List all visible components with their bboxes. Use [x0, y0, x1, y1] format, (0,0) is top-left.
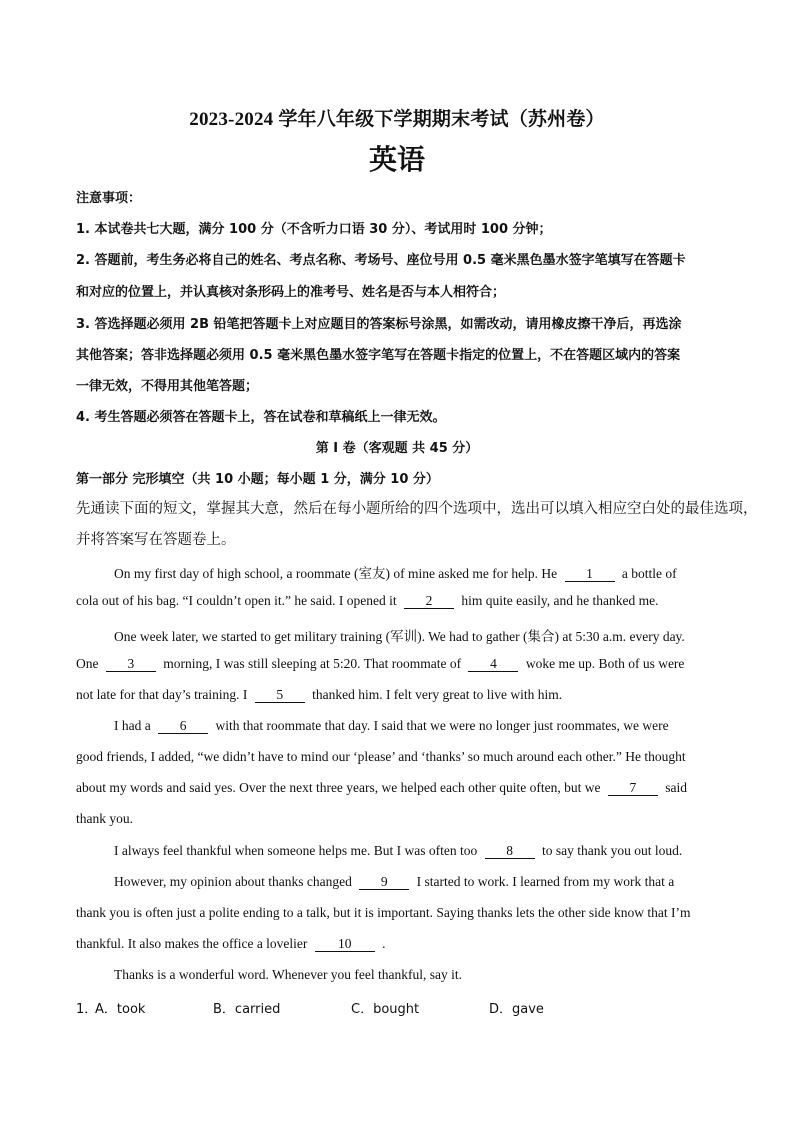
notes-line: 和对应的位置上，并认真核对条形码上的准考号、姓名是否与本人相符合； [76, 285, 506, 300]
blank-9: 9 [359, 875, 409, 890]
option-c[interactable]: C．bought [351, 1002, 420, 1017]
option-a[interactable]: A．took [95, 1002, 146, 1017]
blank-4: 4 [468, 657, 518, 672]
passage-line: However, my opinion about thanks changed 9 I started to work. I learned from my work that a [114, 874, 675, 889]
subject-title: 英语 [368, 143, 425, 176]
notes-line: 4. 考生答题必须答在答题卡上，答在试卷和草稿纸上一律无效。 [76, 410, 446, 425]
notes-line: 一律无效，不得用其他笔答题； [76, 379, 259, 394]
option-d[interactable]: D．gave [489, 1002, 544, 1017]
passage-line: not late for that day’s training. I 5 thanked him. I felt very great to live with him. [76, 687, 563, 702]
passage-line: thank you is often just a polite ending to a talk, but it is important. Saying thanks lets the other side know that I’m [76, 905, 691, 920]
passage-line: thankful. It also makes the office a lovelier 10 . [76, 936, 386, 951]
blank-7: 7 [608, 781, 658, 796]
option-b[interactable]: B．carried [213, 1002, 281, 1017]
blank-2: 2 [404, 594, 454, 609]
exam-title: 2023-2024 学年八年级下学期期末考试（苏州卷） [189, 109, 605, 130]
notes-heading: 注意事项： [76, 191, 142, 206]
volume-title: 第 I 卷（客观题 共 45 分） [315, 441, 479, 456]
blank-1: 1 [565, 567, 615, 582]
notes-line: 其他答案；答非选择题必须用 0.5 毫米黑色墨水签字笔写在答题卡指定的位置上，不在答题区域内的答案 [76, 348, 681, 363]
passage-line: One 3 morning, I was still sleeping at 5:20. That roommate of 4 woke me up. Both of us were [76, 656, 685, 671]
passage-line: good friends, I added, “we didn’t have to mind our ‘please’ and ‘thanks’ so much around each other.” He thought [76, 749, 686, 764]
notes-line: 2. 答题前，考生务必将自己的姓名、考点名称、考场号、座位号用 0.5 毫米黑色墨水签字笔填写在答题卡 [76, 253, 686, 268]
notes-line: 3. 答选择题必须用 2B 铅笔把答题卡上对应题目的答案标号涂黑，如需改动，请用橡皮擦干净后，再选涂 [76, 317, 682, 332]
blank-6: 6 [158, 719, 208, 734]
question-number: 1． [76, 1002, 98, 1017]
instruction-line: 先通读下面的短文，掌握其大意，然后在每小题所给的四个选项中，选出可以填入相应空白处的最佳选项， [76, 501, 758, 517]
passage-line: cola out of his bag. “I couldn’t open it.” he said. I opened it 2 him quite easily, and he thanked me. [76, 593, 659, 608]
passage-line: On my first day of high school, a roommate (室友) of mine asked me for help. He 1 a bottle of [114, 566, 677, 581]
passage-line: thank you. [76, 811, 133, 826]
passage-line: I always feel thankful when someone helps me. But I was often too 8 to say thank you out loud. [114, 843, 683, 858]
blank-8: 8 [485, 844, 535, 859]
passage-line: One week later, we started to get military training (军训). We had to gather (集合) at 5:30 a.m. every day. [114, 629, 685, 644]
blank-10: 10 [315, 937, 375, 952]
blank-5: 5 [255, 688, 305, 703]
instruction-line: 并将答案写在答题卷上。 [76, 532, 236, 548]
blank-3: 3 [106, 657, 156, 672]
passage-line: I had a 6 with that roommate that day. I said that we were no longer just roommates, we were [114, 718, 669, 733]
notes-line: 1. 本试卷共七大题，满分 100 分（不含听力口语 30 分）、考试用时 100 分钟； [76, 222, 552, 237]
passage-line: about my words and said yes. Over the next three years, we helped each other quite often, but we 7 said [76, 780, 687, 795]
passage-line: Thanks is a wonderful word. Whenever you feel thankful, say it. [114, 967, 463, 982]
part-title: 第一部分 完形填空（共 10 小题；每小题 1 分，满分 10 分） [76, 472, 439, 487]
